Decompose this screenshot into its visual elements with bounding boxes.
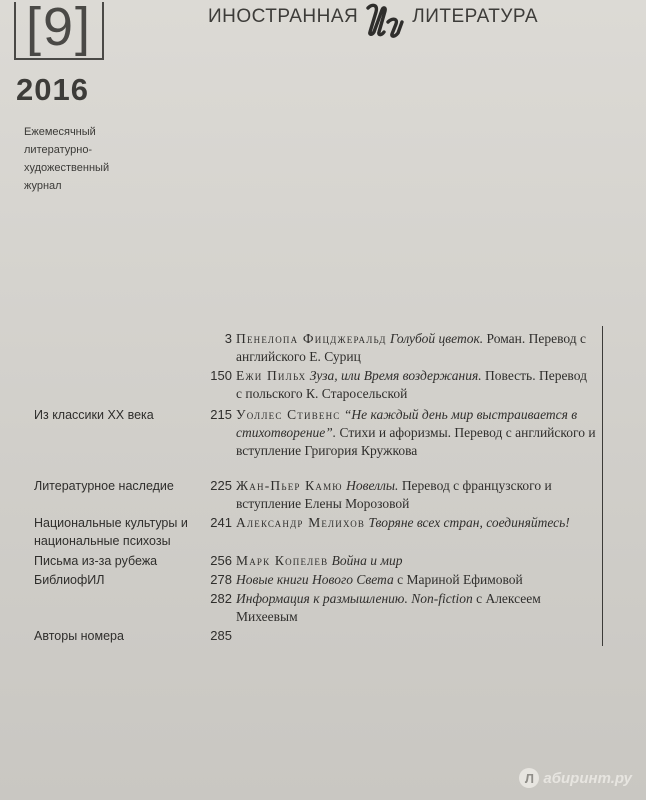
toc-author: Жан-Пьер Камю	[236, 478, 343, 493]
toc-section: Литературное наследие	[34, 479, 174, 493]
toc-title: Голубой цветок.	[389, 331, 484, 346]
toc-title: “Не каждый день мир выстраивается в стихотворение”.	[236, 407, 578, 440]
toc-entry	[236, 571, 596, 589]
toc-entry	[236, 406, 596, 460]
toc-section: Авторы номера	[34, 629, 124, 643]
toc-page-number: 278	[210, 572, 232, 587]
toc-entry	[236, 367, 596, 403]
toc-section: Письма из-за рубежа	[34, 554, 158, 568]
masthead	[208, 2, 538, 28]
toc-title: Война и мир	[331, 553, 403, 568]
subtitle-line: художественный	[24, 162, 110, 174]
toc-section: Из классики ХХ века	[34, 408, 154, 422]
toc-title: Зуза, или Время воздержания.	[309, 368, 482, 383]
masthead-word-right: ЛИТЕРАТУРА	[412, 6, 539, 27]
toc-entry	[236, 552, 596, 570]
subtitle-line: литературно-	[24, 144, 93, 156]
subtitle-line: Ежемесячный	[24, 126, 96, 138]
toc-page-number: 256	[210, 553, 232, 568]
toc-page-number: 150	[210, 368, 232, 383]
toc-section: Национальные культуры и национальные психозы	[34, 516, 188, 548]
toc-author: Уоллес Стивенс	[236, 407, 341, 422]
toc-title: Информация к размышлению. Non-fiction	[236, 591, 473, 606]
toc-page-number: 241	[210, 515, 232, 530]
toc-author: Пенелопа Фицджеральд	[236, 331, 387, 346]
subtitle-line: журнал	[24, 180, 62, 192]
toc-page-number: 282	[210, 591, 232, 606]
toc-entry	[236, 330, 596, 366]
toc-description: Стихи и афоризмы. Перевод с английского и вступление Григория Кружкова	[236, 425, 596, 458]
toc-page-number: 3	[224, 331, 232, 346]
toc-author: Александр Мелихов	[236, 515, 366, 530]
toc-entry	[236, 514, 596, 532]
toc-page-number: 215	[210, 407, 232, 422]
toc-description: Роман. Перевод с английского Е. Суриц	[236, 331, 586, 364]
toc-title: Новеллы.	[346, 478, 399, 493]
toc-description: с Алексеем Михеевым	[236, 591, 541, 624]
toc-entry	[236, 477, 596, 513]
il-logo-icon	[362, 2, 408, 38]
watermark-text: абиринт.ру	[543, 769, 632, 787]
toc-entry	[236, 590, 566, 626]
toc-title: Новые книги Нового Света	[236, 572, 394, 587]
toc-title: Творяне всех стран, соединяйтесь!	[368, 515, 570, 530]
toc-description: Перевод с французского и вступление Елены Морозовой	[236, 478, 552, 511]
masthead-word-left: ИНОСТРАННАЯ	[208, 6, 359, 27]
watermark	[519, 768, 632, 788]
toc-author: Марк Копелев	[236, 553, 329, 568]
labyrinth-logo-icon: Л	[519, 768, 539, 788]
toc-page-number: 225	[210, 478, 232, 493]
toc-section: БиблиофИЛ	[34, 573, 105, 587]
toc-description: с Мариной Ефимовой	[397, 572, 523, 587]
toc-page-number: 285	[210, 628, 232, 643]
toc-author: Ежи Пильх	[236, 368, 307, 383]
issue-number: [9]	[14, 2, 104, 60]
journal-subtitle	[24, 123, 174, 195]
toc-description: Повесть. Перевод с польского К. Старосельской	[236, 368, 587, 401]
issue-year: 2016	[16, 72, 89, 107]
toc-divider	[602, 326, 603, 646]
